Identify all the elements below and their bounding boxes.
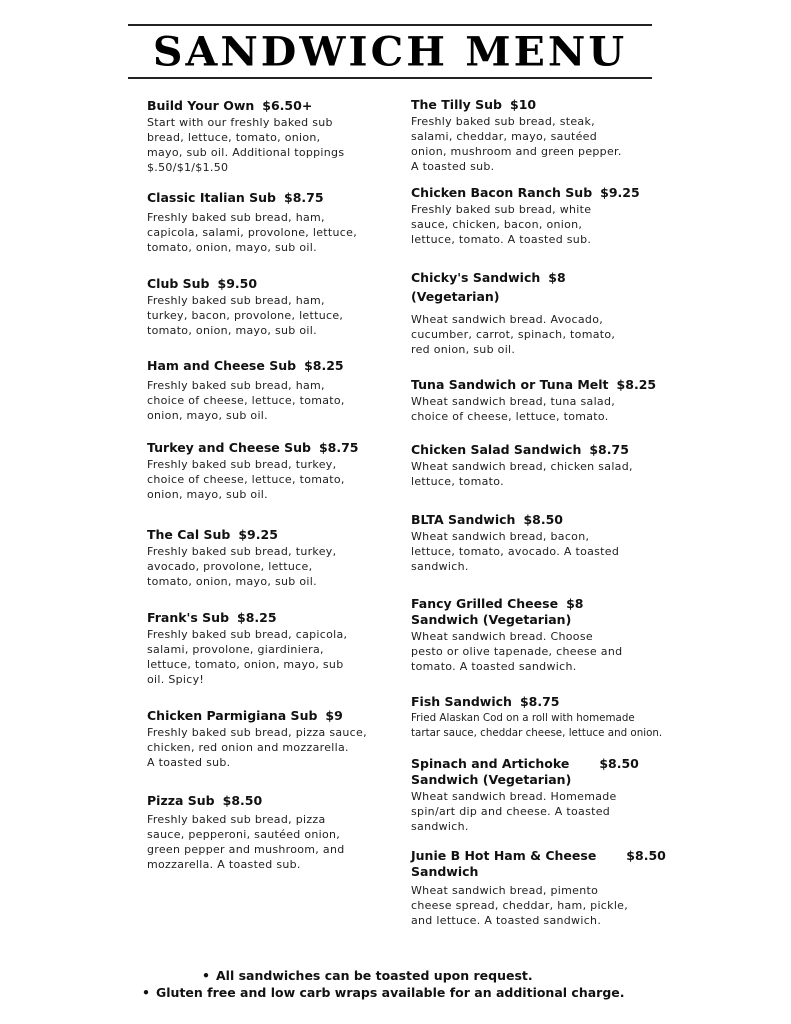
item-description: Wheat sandwich bread, chicken salad, lettuce, tomato. — [411, 460, 633, 488]
item-name: Classic Italian Sub — [147, 190, 276, 205]
menu-item — [147, 190, 387, 255]
item-price: $8.25 — [304, 358, 344, 373]
item-description: Freshly baked sub bread, white sauce, chicken, bacon, onion, lettuce, tomato. A toasted sub. — [411, 203, 592, 246]
item-price: $8.75 — [519, 694, 560, 709]
item-description: Freshly baked sub bread, steak, salami, cheddar, mayo, sautéed onion, mushroom and green pepper. A toasted sub. — [411, 115, 622, 173]
menu-item — [411, 756, 651, 834]
item-name: Pizza Sub — [147, 793, 215, 808]
menu-item — [411, 694, 701, 741]
item-name: The Cal Sub — [147, 527, 231, 542]
item-description: Freshly baked sub bread, pizza sauce, chicken, red onion and mozzarella. A toasted sub. — [147, 726, 367, 769]
menu-item — [147, 610, 387, 687]
top-rule — [128, 24, 652, 26]
bullet-icon: • — [202, 968, 210, 983]
item-price: $9 — [325, 708, 343, 723]
item-name: Fancy Grilled Cheese — [411, 596, 559, 611]
item-description: Wheat sandwich bread. Avocado, cucumber, carrot, spinach, tomato, red onion, sub oil. — [411, 313, 616, 356]
item-name: Chicken Bacon Ranch Sub — [411, 185, 593, 200]
item-price: $10 — [510, 97, 537, 112]
item-price: $8.50 — [599, 756, 639, 771]
item-description: Freshly baked sub bread, turkey, avocado, provolone, lettuce, tomato, onion, mayo, sub oil. — [147, 545, 337, 588]
item-name: Club Sub — [147, 276, 210, 291]
menu-item — [147, 708, 387, 770]
item-price: $6.50+ — [262, 98, 313, 113]
footer-note-toasted: • All sandwiches can be toasted upon request. — [202, 968, 533, 983]
item-price: $9.25 — [238, 527, 278, 542]
item-name-line2: Sandwich (Vegetarian) — [411, 612, 572, 627]
item-price: $9.50 — [217, 276, 258, 291]
item-name-line2: Sandwich (Vegetarian) — [411, 772, 572, 787]
menu-item — [147, 276, 387, 338]
item-description: Wheat sandwich bread, tuna salad, choice of cheese, lettuce, tomato. — [411, 395, 616, 423]
item-name: Fish Sandwich — [411, 694, 512, 709]
menu-item — [411, 97, 651, 174]
item-price: $8.75 — [318, 440, 359, 455]
item-description: Start with our freshly baked sub bread, lettuce, tomato, onion, mayo, sub oil. Additional toppings $.50/$1/$1.50 — [147, 116, 345, 174]
item-name: Junie B Hot Ham & Cheese — [411, 848, 597, 863]
item-price: $8 — [548, 270, 566, 285]
item-name: Spinach and Artichoke — [411, 756, 570, 771]
menu-item — [411, 377, 657, 424]
item-name: Chicken Parmigiana Sub — [147, 708, 318, 723]
item-name: Turkey and Cheese Sub — [147, 440, 311, 455]
item-price: $8 — [566, 596, 584, 611]
item-description: Freshly baked sub bread, ham, choice of cheese, lettuce, tomato, onion, mayo, sub oil. — [147, 379, 345, 422]
menu-item — [147, 358, 387, 423]
item-description: Wheat sandwich bread. Homemade spin/art dip and cheese. A toasted sandwich. — [411, 790, 617, 833]
item-price: $8.50 — [626, 848, 666, 863]
menu-item — [411, 442, 651, 489]
item-name: Tuna Sandwich or Tuna Melt — [411, 377, 609, 392]
item-name: BLTA Sandwich — [411, 512, 516, 527]
item-price: $9.25 — [600, 185, 640, 200]
item-price: $8.25 — [237, 610, 277, 625]
menu-title: SANDWICH MENU — [152, 28, 628, 76]
menu-item — [147, 98, 387, 175]
item-description: Freshly baked sub bread, turkey, choice of cheese, lettuce, tomato, onion, mayo, sub oil. — [147, 458, 345, 501]
menu-item — [147, 793, 387, 872]
item-price: $8.50 — [222, 793, 263, 808]
item-name: Build Your Own — [147, 98, 255, 113]
item-description: Freshly baked sub bread, capicola, salami, provolone, giardiniera, lettuce, tomato, onion, mayo, sub oil. Spicy! — [147, 628, 348, 686]
item-name-line2: Sandwich — [411, 864, 479, 879]
item-name: Ham and Cheese Sub — [147, 358, 297, 373]
menu-item — [147, 440, 387, 502]
menu-item — [411, 185, 651, 247]
item-price: $8.25 — [616, 377, 657, 392]
menu-item — [411, 596, 651, 674]
item-description: Freshly baked sub bread, pizza sauce, pepperoni, sautéed onion, green pepper and mushroom, and mozzarella. A toasted sub. — [147, 813, 345, 871]
item-description: Fried Alaskan Cod on a roll with homemade tartar sauce, cheddar cheese, lettuce and onion. — [411, 712, 663, 739]
menu-item — [411, 270, 651, 357]
item-name-line2: (Vegetarian) — [411, 289, 500, 304]
item-price: $8.75 — [284, 190, 324, 205]
bullet-icon: • — [142, 985, 150, 1000]
item-name: Chicken Salad Sandwich — [411, 442, 582, 457]
item-name: The Tilly Sub — [411, 97, 502, 112]
item-price: $8.50 — [523, 512, 563, 527]
item-name: Chicky's Sandwich — [411, 270, 541, 285]
menu-item — [147, 527, 387, 589]
item-description: Wheat sandwich bread. Choose pesto or olive tapenade, cheese and tomato. A toasted sandwich. — [411, 630, 623, 673]
bottom-rule — [128, 77, 652, 79]
item-description: Wheat sandwich bread, pimento cheese spread, cheddar, ham, pickle, and lettuce. A toasted sandwich. — [411, 884, 629, 927]
menu-item — [411, 512, 651, 574]
item-price: $8.75 — [589, 442, 629, 457]
menu-item — [411, 848, 666, 928]
item-name: Frank's Sub — [147, 610, 230, 625]
item-description: Freshly baked sub bread, ham, capicola, salami, provolone, lettuce, tomato, onion, mayo, sub oil. — [147, 211, 358, 254]
item-description: Wheat sandwich bread, bacon, lettuce, tomato, avocado. A toasted sandwich. — [411, 530, 620, 573]
footer-note-gluten-free: • Gluten free and low carb wraps available for an additional charge. — [142, 985, 625, 1000]
item-description: Freshly baked sub bread, ham, turkey, bacon, provolone, lettuce, tomato, onion, mayo, sub oil. — [147, 294, 344, 337]
